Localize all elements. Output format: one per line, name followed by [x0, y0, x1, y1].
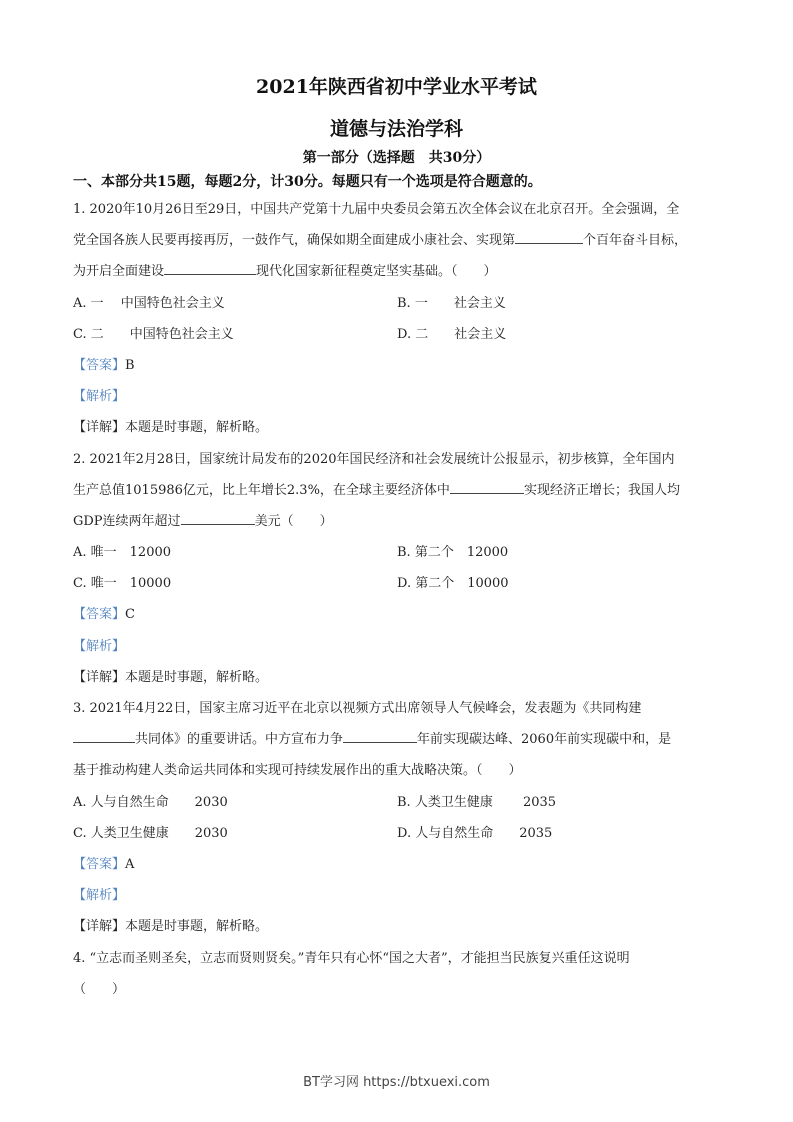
option-b: B. 一 社会主义: [397, 295, 506, 311]
answer-label: 【答案】: [73, 357, 126, 373]
option-a: A. 人与自然生命 2030: [73, 794, 228, 810]
detail-text: 本题是时事题，解析略。: [125, 669, 269, 685]
option-d: D. 人与自然生命 2035: [397, 825, 553, 841]
question-text: 1. 2020年10月26日至29日，中国共产党第十九届中央委员会第五次全体会议在北京召开。全会强调，全: [73, 202, 680, 217]
question-text: 生产总值1015986亿元，比上年增长2.3%，在全球主要经济体中: [73, 482, 450, 498]
option-d: D. 二 社会主义: [397, 326, 507, 342]
q1-answer: [73, 350, 733, 381]
questions: [73, 194, 733, 1005]
q2-analysis: [73, 631, 733, 662]
q2-line2: [73, 475, 733, 506]
question-text: 个百年奋斗目标，: [583, 233, 688, 249]
q1-line2: [73, 225, 733, 256]
option-c: C. 人类卫生健康 2030: [73, 825, 228, 841]
answer-blank: [181, 512, 255, 525]
q2-line1: [73, 444, 733, 475]
q3-line3: [73, 755, 733, 786]
q3-analysis: [73, 880, 733, 911]
answer-value: B: [125, 357, 135, 373]
q1-analysis: [73, 381, 733, 412]
q4-line1: [73, 943, 733, 974]
question-text: 美元（ ）: [254, 513, 333, 529]
section-instructions: 一、本部分共15题，每题2分，计30分。每题只有一个选项是符合题意的。: [73, 174, 542, 190]
option-c: C. 唯一 10000: [73, 576, 172, 592]
answer-blank: [450, 481, 524, 494]
q1-line1: [73, 194, 733, 225]
detail-label: 【详解】: [73, 420, 126, 436]
question-text: 4. “立志而圣则圣矣，立志而贤则贤矣。”青年只有心怀“国之大者”，才能担当民族复兴重任这说明: [73, 950, 630, 966]
detail-text: 本题是时事题，解析略。: [125, 919, 269, 935]
question-text: GDP连续两年超过: [73, 513, 181, 529]
detail-text: 本题是时事题，解析略。: [125, 420, 269, 436]
option-a: A. 一 中国特色社会主义: [73, 295, 225, 311]
exam-title: 2021年陕西省初中学业水平考试: [256, 76, 537, 98]
question-text: 为开启全面建设: [73, 264, 165, 280]
q3-detail: [73, 911, 733, 942]
q4-line2: [73, 974, 733, 1005]
option-c: C. 二 中国特色社会主义: [73, 326, 234, 342]
detail-label: 【详解】: [73, 669, 126, 685]
analysis-label: 【解析】: [73, 638, 126, 654]
question-text: 现代化国家新征程奠定坚实基础。（ ）: [256, 264, 497, 280]
answer-blank: [164, 262, 256, 275]
q1-line3: [73, 256, 733, 287]
q2-answer: [73, 599, 733, 630]
option-d: D. 第二个 10000: [397, 576, 509, 592]
detail-label: 【详解】: [73, 919, 126, 935]
question-text: 共同体》的重要讲话。中方宣布力争: [135, 732, 344, 748]
analysis-label: 【解析】: [73, 389, 126, 405]
answer-blank: [343, 730, 417, 743]
q2-options-ab: [73, 537, 733, 568]
q2-line3: [73, 506, 733, 537]
question-text: 党全国各族人民要再接再厉，一鼓作气，确保如期全面建成小康社会、实现第: [73, 233, 516, 249]
analysis-label: 【解析】: [73, 888, 126, 904]
question-text: 3. 2021年4月22日，国家主席习近平在北京以视频方式出席领导人气候峰会，发表题为《共同构建: [73, 701, 642, 716]
q3-answer: [73, 849, 733, 880]
question-text: （ ）: [73, 981, 126, 997]
option-b: B. 第二个 12000: [397, 545, 509, 561]
answer-blank: [73, 730, 135, 743]
q2-detail: [73, 662, 733, 693]
q3-options-ab: [73, 787, 733, 818]
footer-watermark: BT学习网 https://btxuexi.com: [303, 1075, 490, 1090]
question-text: 年前实现碳达峰、2060年前实现碳中和，是: [417, 732, 672, 748]
answer-label: 【答案】: [73, 607, 126, 623]
q3-line1: [73, 693, 733, 724]
question-text: 2. 2021年2月28日，国家统计局发布的2020年国民经济和社会发展统计公报显示，初步核算，全年国内: [73, 451, 675, 467]
answer-label: 【答案】: [73, 856, 126, 872]
q3-line2: [73, 724, 733, 755]
q1-options-cd: [73, 319, 733, 350]
q1-detail: [73, 412, 733, 443]
q1-options-ab: [73, 288, 733, 319]
question-text: 实现经济正增长；我国人均: [523, 482, 680, 498]
option-b: B. 人类卫生健康 2035: [397, 794, 557, 810]
q3-options-cd: [73, 818, 733, 849]
part-heading: 第一部分（选择题 共30分）: [302, 150, 491, 166]
subject-title: 道德与法治学科: [329, 118, 463, 140]
option-a: A. 唯一 12000: [73, 545, 172, 561]
answer-blank: [515, 231, 583, 244]
answer-value: C: [125, 607, 135, 623]
answer-value: A: [125, 856, 135, 872]
question-text: 基于推动构建人类命运共同体和实现可持续发展作出的重大战略决策。（ ）: [73, 763, 522, 779]
q2-options-cd: [73, 568, 733, 599]
